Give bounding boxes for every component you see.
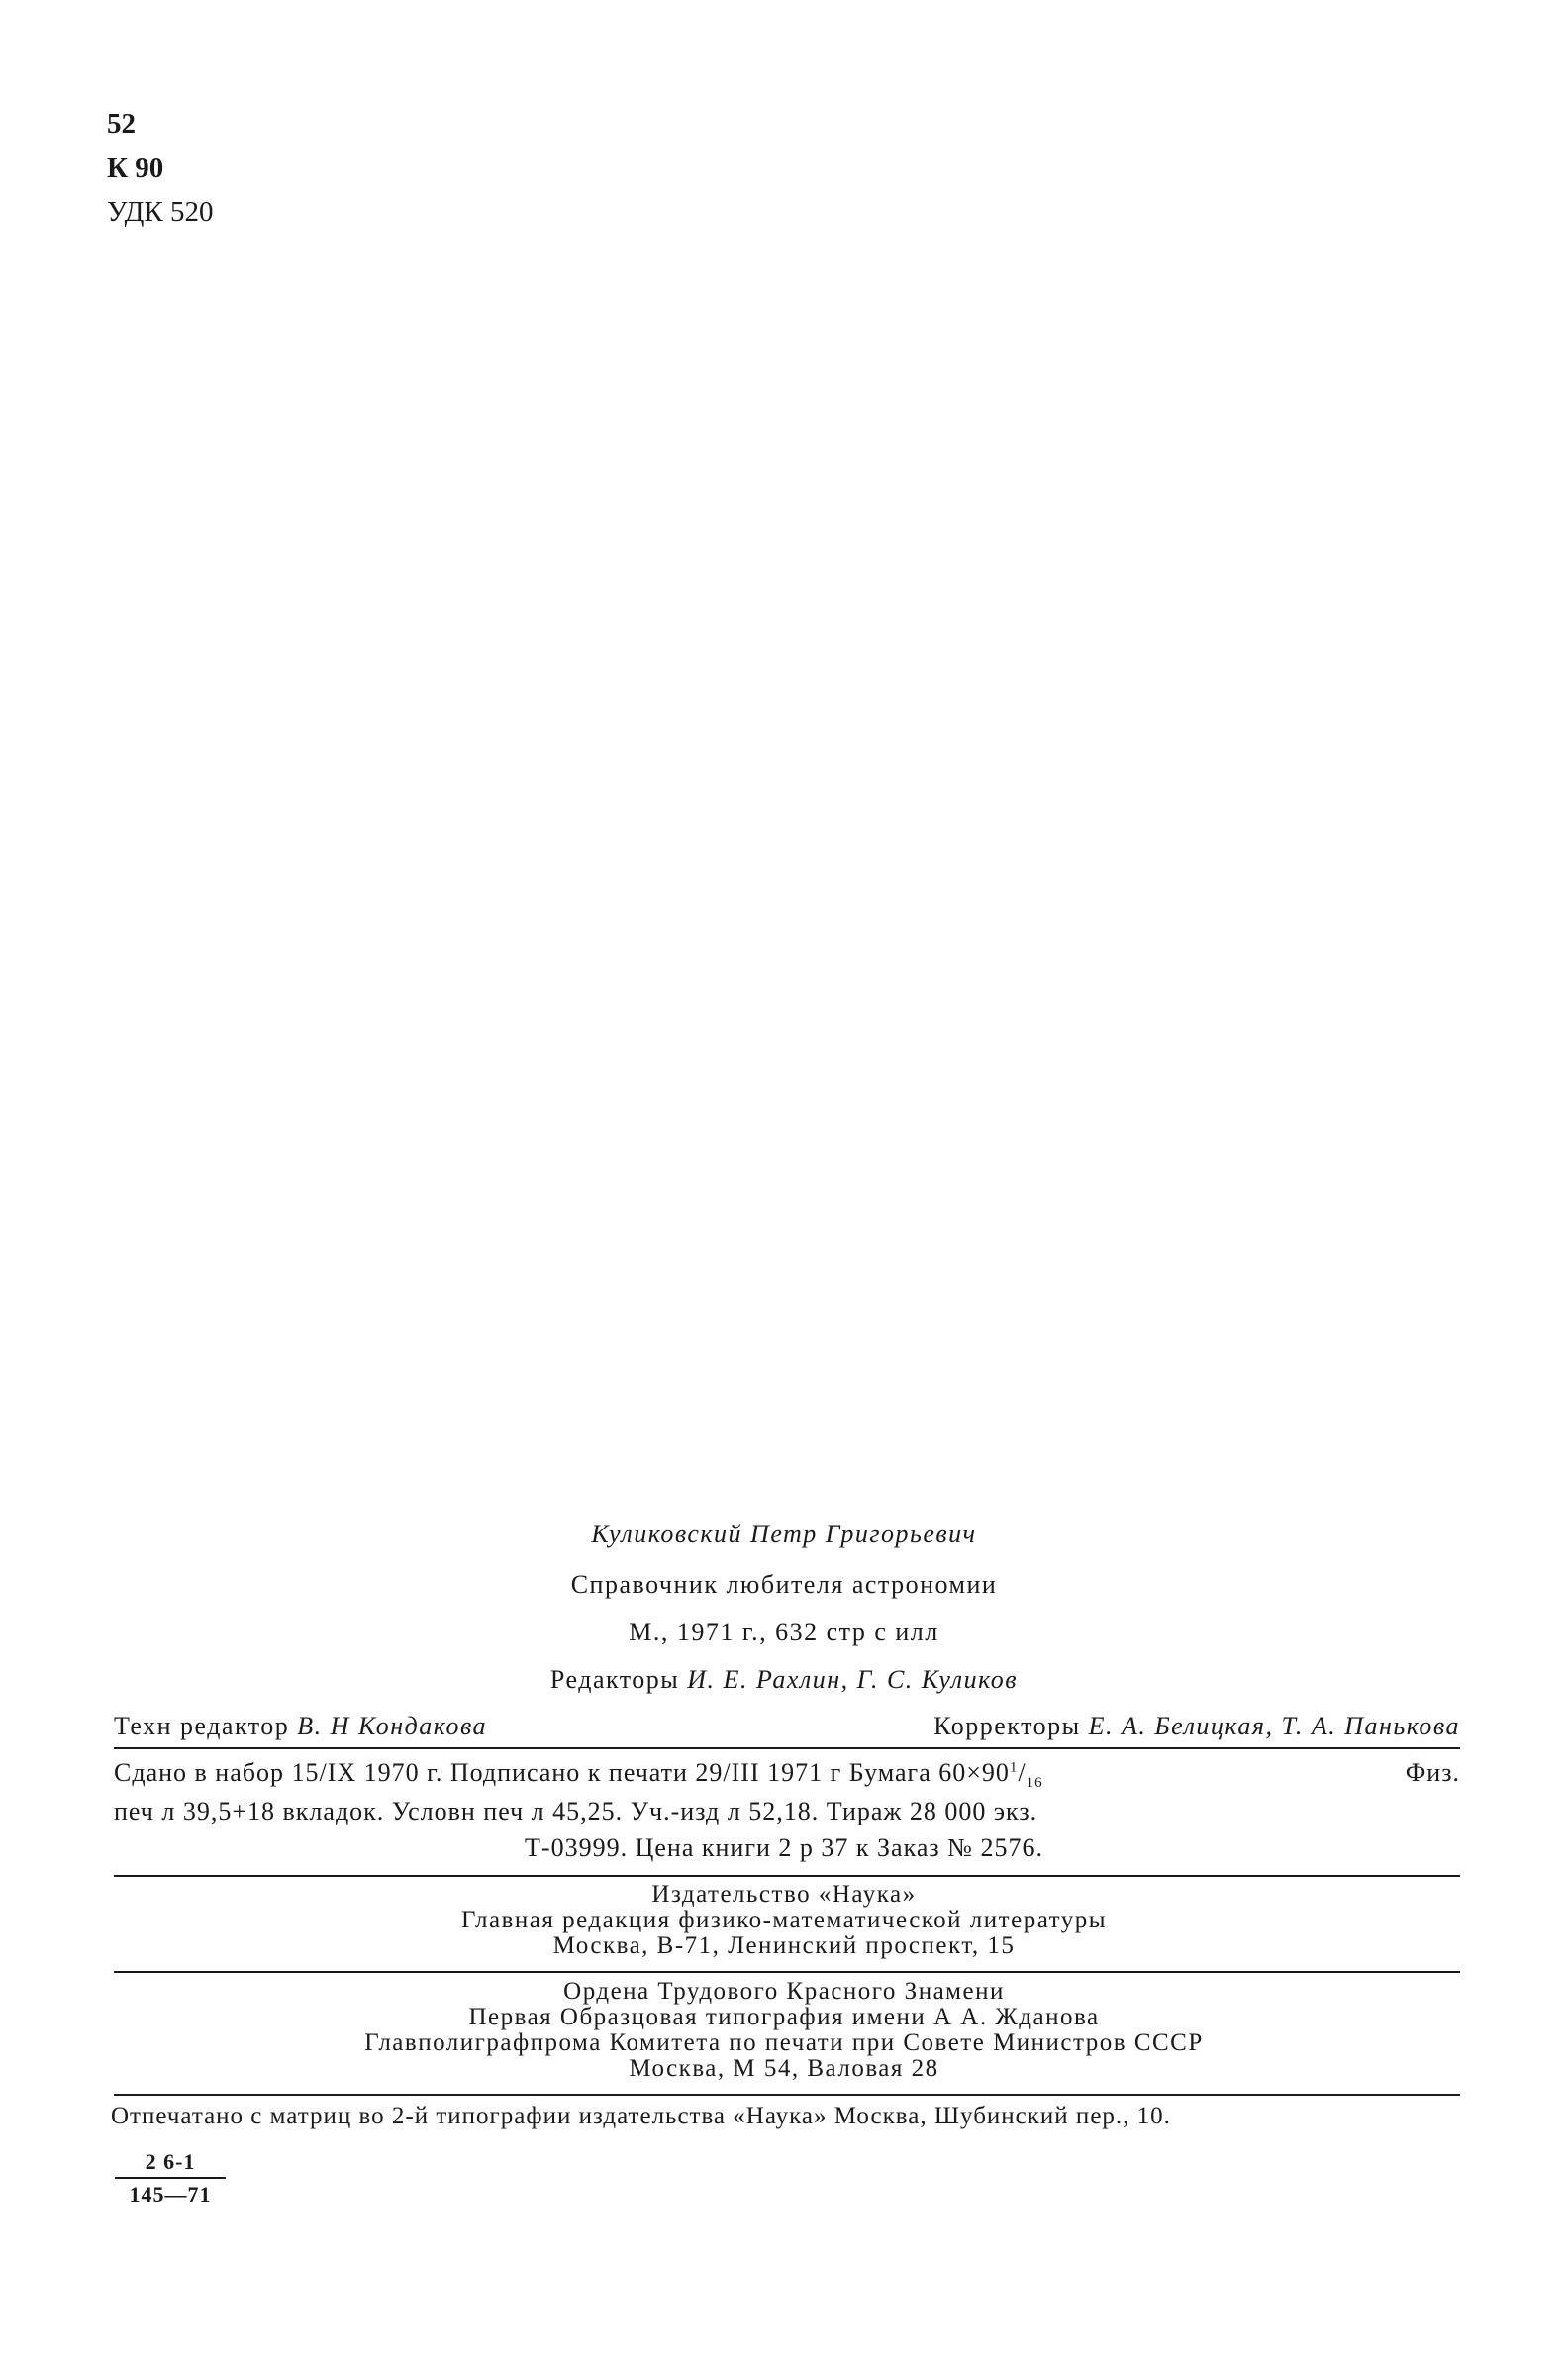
printed-note: Отпечатано с матриц во 2-й типографии издательства «Наука» Москва, Шубинский пер., 10.	[111, 2103, 1171, 2129]
classification-author-mark: К 90	[107, 152, 164, 184]
publisher-division: Главная редакция физико-математической литературы	[460, 1907, 1108, 1933]
correctors-line	[933, 1712, 1460, 1741]
imprint-line: М., 1971 г., 632 стр с илл	[629, 1618, 939, 1646]
production-text-1: Сдано в набор 15/IX 1970 г. Подписано к печати 29/III 1971 г Бумага $60\times 90^1/_{16}$	[114, 1758, 1043, 1792]
author-name: Куликовский Петр Григорьевич	[591, 1520, 977, 1548]
book-title: Справочник любителя астрономии	[570, 1570, 998, 1599]
printer-line-4: Москва, М 54, Валовая 28	[629, 2055, 939, 2082]
paper-format-denominator: 16	[1026, 1775, 1043, 1792]
tech-editor-name: В. Н Кондакова	[297, 1712, 488, 1740]
paper-format-numerator: 1	[1009, 1759, 1019, 1776]
code-fraction-denominator: 145—71	[129, 2182, 212, 2207]
production-line-2	[114, 1797, 1460, 1826]
divider	[114, 2094, 1460, 2096]
printer-line-2: Первая Образцовая типография имени А А. Жданова	[468, 2004, 1100, 2030]
correctors-names: Е. А. Белицкая, Т. А. Панькова	[1088, 1712, 1460, 1740]
tech-editor-label: Техн редактор	[114, 1712, 290, 1740]
editors-line	[0, 1665, 1568, 1695]
publisher-address: Москва, В-71, Ленинский проспект, 15	[552, 1932, 1016, 1959]
editors-label: Редакторы	[549, 1665, 680, 1694]
code-fraction-numerator: 2 6-1	[145, 2149, 196, 2174]
production-line-1	[114, 1758, 1460, 1792]
divider	[114, 1875, 1460, 1877]
tech-editor-line	[114, 1712, 487, 1741]
production-text-1-end: Физ.	[1405, 1758, 1460, 1787]
publisher-name: Издательство «Наука»	[651, 1881, 917, 1908]
divider	[114, 1971, 1460, 1973]
production-line-3: Т-03999. Цена книги 2 р 37 к Заказ № 2576.	[525, 1833, 1043, 1862]
divider	[114, 1747, 1460, 1749]
classification-bbk: 52	[107, 108, 136, 140]
printer-line-1: Ордена Трудового Красного Знамени	[563, 1978, 1005, 2005]
production-text-2: печ л 39,5+18 вкладок. Условн печ л 45,25. Уч.-изд л 52,18. Тираж 28 000 экз.	[114, 1797, 1038, 1825]
production-text-1-main: Сдано в набор 15/IX 1970 г. Подписано к печати 29/III 1971 г Бумага 60×90	[114, 1758, 1010, 1787]
editors-names: И. Е. Рахлин, Г. С. Куликов	[687, 1665, 1019, 1694]
correctors-label: Корректоры	[933, 1712, 1081, 1740]
printer-line-3: Главполиграфпрома Комитета по печати при Совете Министров СССР	[364, 2029, 1204, 2056]
fraction-bar	[115, 2177, 226, 2179]
udk-code: УДК 520	[107, 196, 214, 228]
